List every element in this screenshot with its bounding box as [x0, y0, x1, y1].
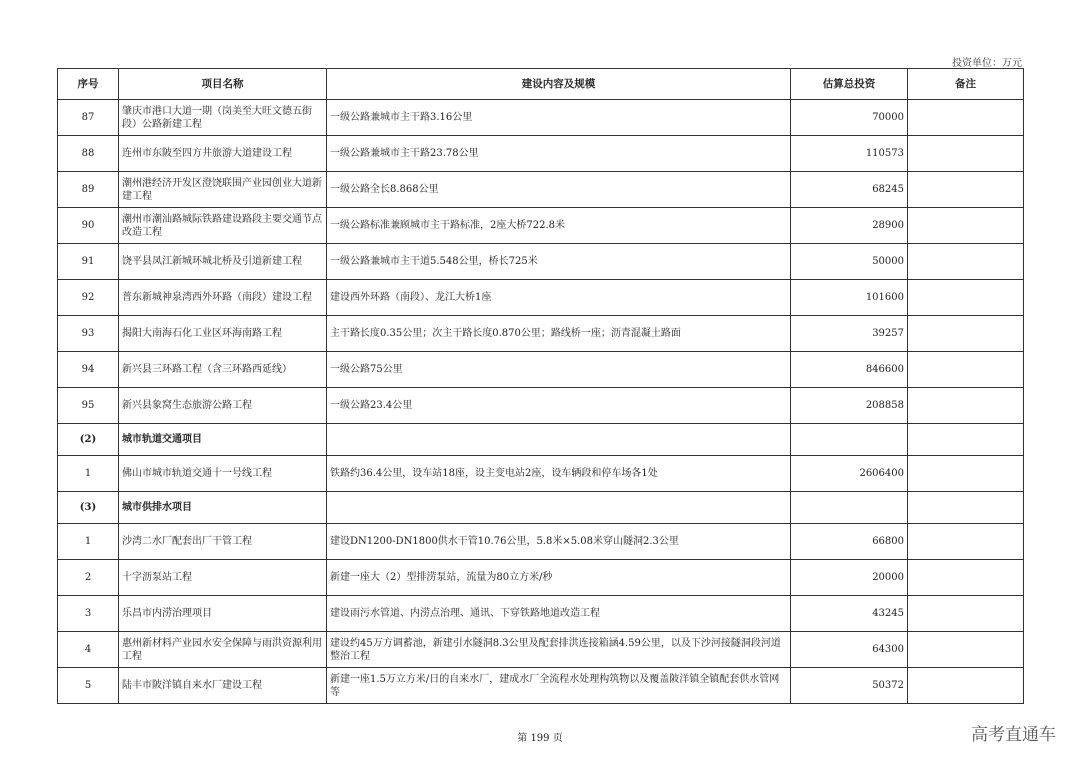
- cell-seq: 91: [58, 244, 119, 280]
- cell-total-investment: 2606400: [791, 456, 908, 492]
- cell-project-name: 肇庆市港口大道一期（岗美至大旺文德五街段）公路新建工程: [119, 100, 327, 136]
- cell-remark: [908, 596, 1024, 632]
- cell-seq: 2: [58, 560, 119, 596]
- cell-total-investment: 50000: [791, 244, 908, 280]
- cell-seq: 88: [58, 136, 119, 172]
- cell-total-investment: 208858: [791, 388, 908, 424]
- cell-seq: 4: [58, 632, 119, 668]
- cell-total-investment: 64300: [791, 632, 908, 668]
- cell-seq: 1: [58, 524, 119, 560]
- cell-project-name: 揭阳大南海石化工业区环海南路工程: [119, 316, 327, 352]
- table-row: [58, 244, 1024, 280]
- cell-remark: [908, 136, 1024, 172]
- cell-remark: [908, 560, 1024, 596]
- cell-remark: [908, 388, 1024, 424]
- cell-remark: [908, 100, 1024, 136]
- table-body: [58, 100, 1024, 704]
- cell-total-investment: 110573: [791, 136, 908, 172]
- cell-construction-content: [327, 492, 791, 524]
- cell-total-investment: [791, 492, 908, 524]
- cell-total-investment: 20000: [791, 560, 908, 596]
- cell-total-investment: 28900: [791, 208, 908, 244]
- cell-construction-content: 铁路约36.4公里，设车站18座，设主变电站2座，设车辆段和停车场各1处: [327, 456, 791, 492]
- cell-seq: (2): [58, 424, 119, 456]
- cell-seq: 89: [58, 172, 119, 208]
- cell-seq: 1: [58, 456, 119, 492]
- cell-project-name: 乐昌市内涝治理项目: [119, 596, 327, 632]
- cell-project-name: 城市轨道交通项目: [119, 424, 327, 456]
- cell-project-name: 潮州市潮汕路城际铁路建设路段主要交通节点改造工程: [119, 208, 327, 244]
- cell-project-name: 潮州港经济开发区澄饶联围产业园创业大道新建工程: [119, 172, 327, 208]
- table-header-row: [58, 69, 1024, 100]
- cell-project-name: 惠州新材料产业园水安全保障与雨洪资源利用工程: [119, 632, 327, 668]
- cell-total-investment: 43245: [791, 596, 908, 632]
- cell-project-name: 新兴县三环路工程（含三环路西延线）: [119, 352, 327, 388]
- cell-construction-content: 一级公路23.4公里: [327, 388, 791, 424]
- table-row: [58, 100, 1024, 136]
- investment-unit-note: 投资单位：万元: [952, 58, 1022, 69]
- cell-seq: 3: [58, 596, 119, 632]
- table-row: [58, 136, 1024, 172]
- cell-seq: 95: [58, 388, 119, 424]
- cell-seq: 93: [58, 316, 119, 352]
- cell-project-name: 新兴县象窝生态旅游公路工程: [119, 388, 327, 424]
- cell-remark: [908, 632, 1024, 668]
- cell-construction-content: 一级公路标准兼顾城市主干路标准，2座大桥722.8米: [327, 208, 791, 244]
- header-content: 建设内容及规模: [327, 69, 791, 100]
- table-row: [58, 456, 1024, 492]
- cell-project-name: 沙湾二水厂配套出厂干管工程: [119, 524, 327, 560]
- section-header-row: [58, 424, 1024, 456]
- cell-construction-content: [327, 424, 791, 456]
- table-row: [58, 352, 1024, 388]
- table-row: [58, 208, 1024, 244]
- cell-seq: (3): [58, 492, 119, 524]
- table-row: [58, 280, 1024, 316]
- cell-project-name: 普东新城神泉湾西外环路（南段）建设工程: [119, 280, 327, 316]
- cell-seq: 90: [58, 208, 119, 244]
- table-row: [58, 524, 1024, 560]
- cell-construction-content: 新建一座大（2）型排涝泵站，流量为80立方米/秒: [327, 560, 791, 596]
- cell-construction-content: 建设DN1200-DN1800供水干管10.76公里，5.8米×5.08米穿山隧洞2.3公里: [327, 524, 791, 560]
- table-row: [58, 172, 1024, 208]
- cell-remark: [908, 424, 1024, 456]
- cell-seq: 5: [58, 668, 119, 704]
- cell-construction-content: 一级公路75公里: [327, 352, 791, 388]
- cell-seq: 94: [58, 352, 119, 388]
- section-header-row: [58, 492, 1024, 524]
- cell-construction-content: 一级公路全长8.868公里: [327, 172, 791, 208]
- header-name: 项目名称: [119, 69, 327, 100]
- cell-total-investment: 66800: [791, 524, 908, 560]
- header-investment: 估算总投资: [791, 69, 908, 100]
- cell-total-investment: [791, 424, 908, 456]
- cell-seq: 92: [58, 280, 119, 316]
- cell-construction-content: 建设西外环路（南段）、龙江大桥1座: [327, 280, 791, 316]
- cell-project-name: 连州市东陂至四方井旅游大道建设工程: [119, 136, 327, 172]
- cell-construction-content: 一级公路兼城市主干路3.16公里: [327, 100, 791, 136]
- cell-project-name: 陆丰市陂洋镇自来水厂建设工程: [119, 668, 327, 704]
- cell-project-name: 饶平县凤江新城环城北桥及引道新建工程: [119, 244, 327, 280]
- cell-construction-content: 一级公路兼城市主干路23.78公里: [327, 136, 791, 172]
- cell-total-investment: 70000: [791, 100, 908, 136]
- header-seq: 序号: [58, 69, 119, 100]
- cell-remark: [908, 172, 1024, 208]
- cell-remark: [908, 208, 1024, 244]
- table-row: [58, 668, 1024, 704]
- table-row: [58, 632, 1024, 668]
- table-row: [58, 388, 1024, 424]
- cell-total-investment: 101600: [791, 280, 908, 316]
- cell-total-investment: 50372: [791, 668, 908, 704]
- cell-project-name: 十字沥泵站工程: [119, 560, 327, 596]
- cell-construction-content: 一级公路兼城市主干道5.548公里，桥长725米: [327, 244, 791, 280]
- cell-project-name: 城市供排水项目: [119, 492, 327, 524]
- table-row: [58, 596, 1024, 632]
- cell-construction-content: 主干路长度0.35公里；次主干路长度0.870公里；路线桥一座；沥青混凝土路面: [327, 316, 791, 352]
- table-row: [58, 560, 1024, 596]
- cell-remark: [908, 316, 1024, 352]
- cell-remark: [908, 352, 1024, 388]
- cell-remark: [908, 524, 1024, 560]
- cell-remark: [908, 244, 1024, 280]
- project-table: [57, 68, 1024, 704]
- cell-total-investment: 39257: [791, 316, 908, 352]
- cell-total-investment: 846600: [791, 352, 908, 388]
- cell-remark: [908, 280, 1024, 316]
- cell-total-investment: 68245: [791, 172, 908, 208]
- watermark: 高考直通车: [971, 725, 1056, 745]
- header-remark: 备注: [908, 69, 1024, 100]
- cell-construction-content: 建设约45万方调蓄池，新建引水隧洞8.3公里及配套排洪连接箱涵4.59公里，以及下沙河接隧洞段河道整治工程: [327, 632, 791, 668]
- cell-remark: [908, 668, 1024, 704]
- table-row: [58, 316, 1024, 352]
- page-number: 第 199 页: [517, 733, 563, 744]
- cell-construction-content: 建设雨污水管道、内涝点治理、通讯、下穿铁路地道改造工程: [327, 596, 791, 632]
- cell-seq: 87: [58, 100, 119, 136]
- cell-remark: [908, 456, 1024, 492]
- cell-project-name: 佛山市城市轨道交通十一号线工程: [119, 456, 327, 492]
- cell-construction-content: 新建一座1.5万立方米/日的自来水厂，建成水厂全流程水处理构筑物以及覆盖陂洋镇全镇配套供水管网等: [327, 668, 791, 704]
- cell-remark: [908, 492, 1024, 524]
